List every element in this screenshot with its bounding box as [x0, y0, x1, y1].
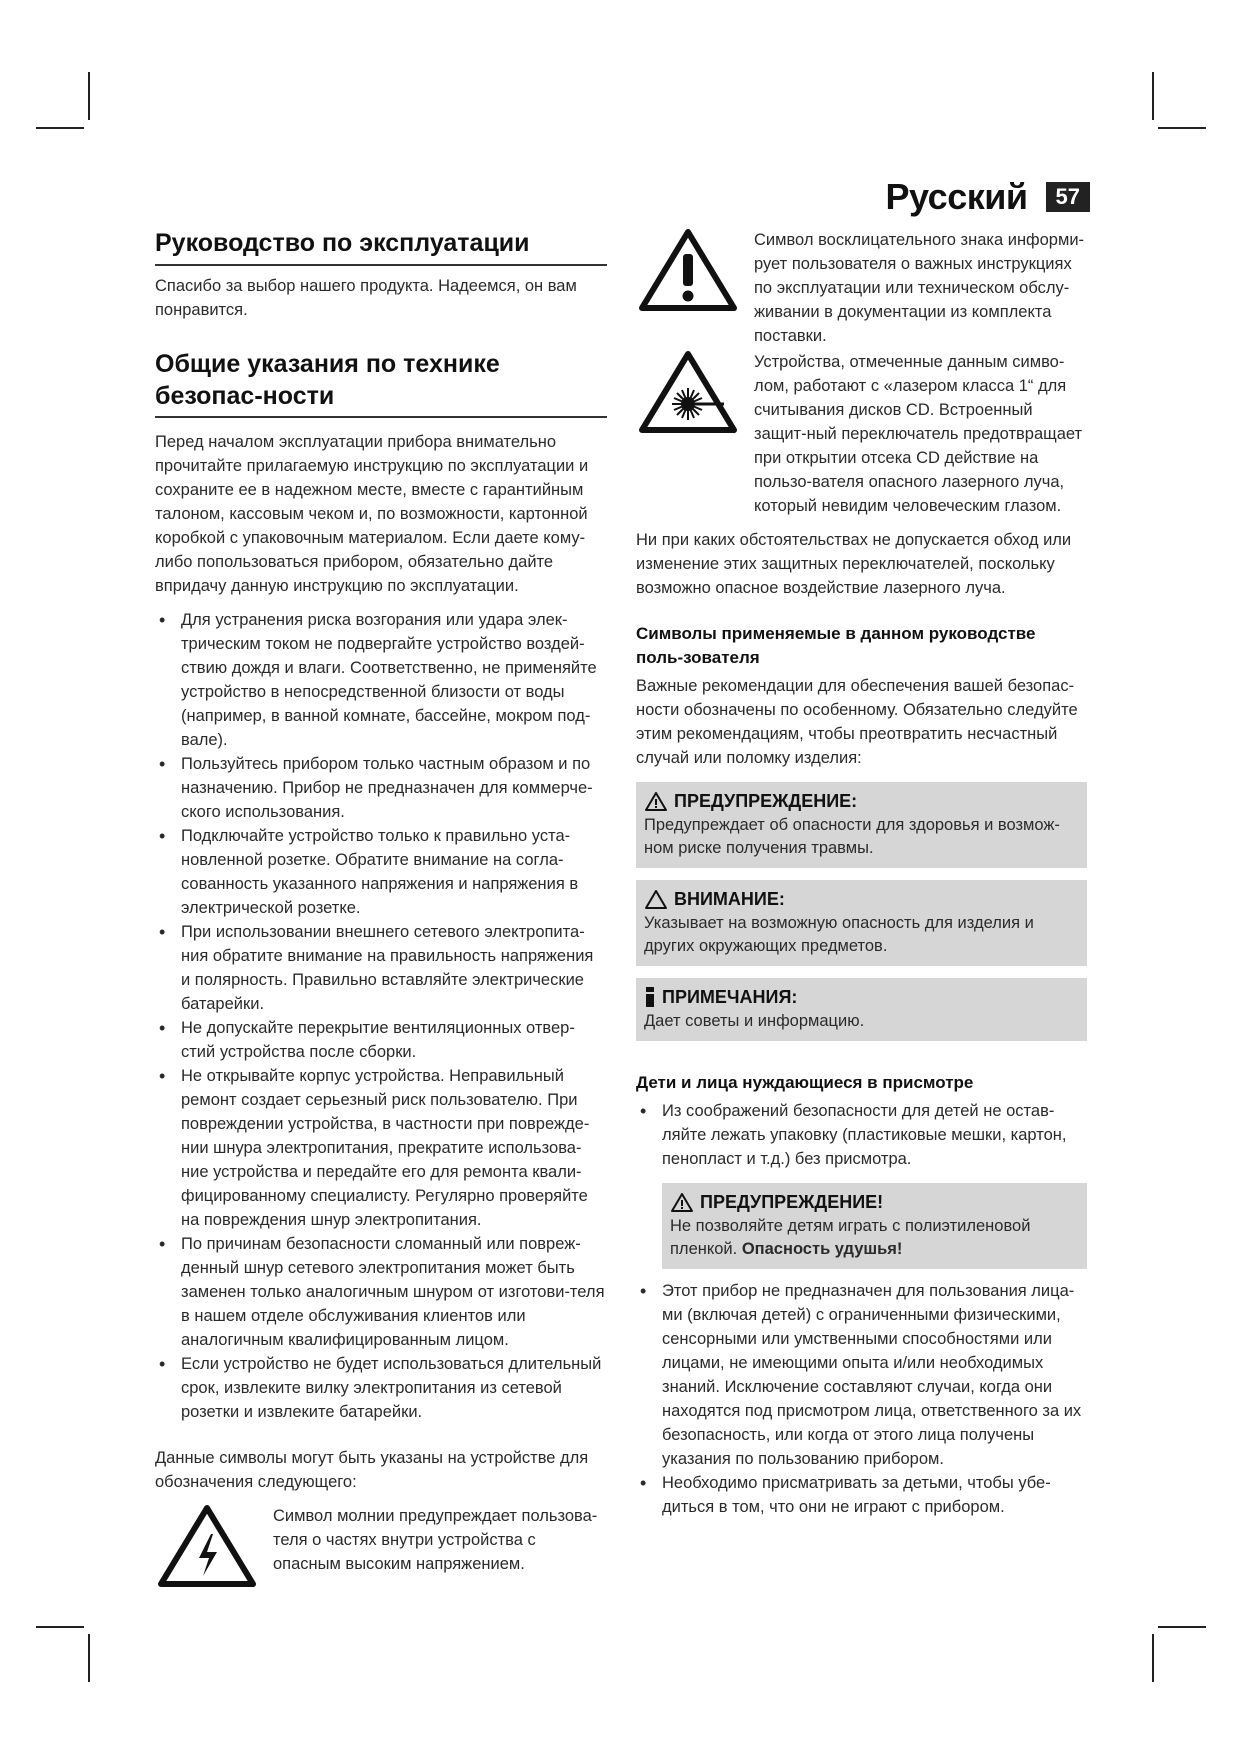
list-item: • По причинам безопасности сломанный или повреж-денный шнур сетевого электропитания может быть заменен только аналогичным шнуром от изготови-теля в нашем отделе обслуживания клиентов или аналогичным квалифицированным лицом.: [155, 1232, 607, 1352]
child-warning-bold: Опасность удушья!: [741, 1240, 903, 1258]
notes-text: Дает советы и информацию.: [644, 1012, 865, 1030]
crop-mark: [1152, 72, 1154, 120]
child-warning-text: Не позволяйте детям играть с полиэтиленовой пленкой.: [670, 1217, 1031, 1258]
warning-triangle-icon: [670, 1192, 694, 1213]
manual-title: Руководство по эксплуатации: [155, 228, 607, 266]
child-warning-box: [662, 1183, 1087, 1269]
laser-note: Ни при каких обстоятельствах не допускается обход или изменение этих защитных переключателей, поскольку возможно опасное воздействие лазерного луча.: [636, 531, 1072, 597]
list-item: • Из соображений безопасности для детей не остав-ляйте лежать упаковку (пластиковые мешки, картон, пенопласт и т.д.) без присмотра.: [636, 1099, 1087, 1171]
warning-title: ПРЕДУПРЕЖДЕНИЕ:: [674, 791, 858, 811]
left-column: [155, 228, 607, 1600]
crop-mark: [1152, 1634, 1154, 1682]
laser-warning-icon: [636, 350, 740, 446]
list-item: • Для устранения риска возгорания или удара элек-трическим током не подвергайте устройство воздей-ствию дождя и влаги. Соответственно, не применяйте устройство в непосредственной близости от воды (например, в ванной комнате, бассейне, мокром под-вале).: [155, 608, 607, 752]
caution-box: [636, 880, 1087, 966]
lightning-warning-icon: [155, 1504, 259, 1600]
list-item: • При использовании внешнего сетевого электропита-ния обратите внимание на правильность напряжения и полярность. Правильно вставляйте электрические батарейки.: [155, 920, 607, 1016]
language-title: Русский: [885, 176, 1028, 217]
exclamation-text: Символ восклицательного знака информи-рует пользователя о важных инструкциях по эксплуатации или техническом обслу-живании в документации из комплекта поставки.: [754, 231, 1085, 345]
children-list-2: [636, 1279, 1087, 1519]
info-icon: [644, 986, 656, 1008]
lightning-symbol-row: [155, 1504, 607, 1600]
notes-title: ПРИМЕЧАНИЯ:: [662, 987, 798, 1007]
exclamation-symbol-row: [636, 228, 1087, 348]
exclamation-warning-icon: [636, 228, 740, 324]
caution-title: ВНИМАНИЕ:: [674, 889, 785, 909]
crop-mark: [36, 127, 84, 129]
symbols-title: Символы применяемые в данном руководстве поль-зователя: [636, 624, 1036, 667]
child-warning-body: [670, 1215, 1079, 1261]
crop-mark: [1158, 127, 1206, 129]
list-item: • Подключайте устройство только к правильно уста-новленной розетке. Обратите внимание на согла-сованность указанного напряжения и напряжения в электрической розетке.: [155, 824, 607, 920]
page-number: 57: [1046, 182, 1090, 212]
list-item: • Необходимо присматривать за детьми, чтобы убе-диться в том, что они не играют с прибором.: [636, 1471, 1087, 1519]
right-column: [636, 228, 1087, 1519]
caution-triangle-icon: [644, 889, 668, 910]
warning-box: [636, 782, 1087, 868]
crop-mark: [1158, 1626, 1206, 1628]
list-item: • Этот прибор не предназначен для пользования лица-ми (включая детей) с ограниченными физическими, сенсорными или умственными способностями или лицами, не имеющими опыта и/или необходимых знаний. Исключение составляют случаи, когда они находятся под присмотром лица, ответственного за их безопасность, или когда от этого лица получены указания по пользованию прибором.: [636, 1279, 1087, 1471]
list-item: • Не допускайте перекрытие вентиляционных отвер-стий устройства после сборки.: [155, 1016, 607, 1064]
safety-list: [155, 608, 607, 1424]
child-warning-title: ПРЕДУПРЕЖДЕНИЕ!: [700, 1192, 884, 1212]
lightning-text: Символ молнии предупреждает пользова-теля о частях внутри устройства с опасным высоким напряжением.: [273, 1507, 598, 1573]
warning-triangle-icon: [644, 791, 668, 812]
crop-mark: [88, 72, 90, 120]
warning-text: Предупреждает об опасности для здоровья и возмож-ном риске получения травмы.: [644, 816, 1060, 857]
list-item: • Если устройство не будет использоваться длительный срок, извлеките вилку электропитания из сетевой розетки и извлеките батарейки.: [155, 1352, 607, 1424]
notes-box: [636, 978, 1087, 1041]
crop-mark: [88, 1634, 90, 1682]
symbols-desc: Важные рекомендации для обеспечения вашей безопас-ности обозначены по особенному. Обязательно следуйте этим рекомендациям, чтобы преотвратить несчастный случай или поломку изделия:: [636, 677, 1078, 767]
children-title: Дети и лица нуждающиеся в присмотре: [636, 1073, 974, 1092]
crop-mark: [36, 1626, 84, 1628]
symbols-intro: Данные символы могут быть указаны на устройстве для обозначения следующего:: [155, 1449, 589, 1491]
laser-text: Устройства, отмеченные данным симво-лом, работают с «лазером класса 1“ для считывания дисков CD. Встроенный защит-ный переключатель предотвращает при открытии отсека CD действие на пользо-вателя опасного лазерного луча, который невидим человеческим глазом.: [754, 353, 1083, 515]
list-item: • Не открывайте корпус устройства. Неправильный ремонт создает серьезный риск пользователю. При повреждении устройства, в частности при поврежде-нии шнура электропитания, прекратите использова-ние устройства и передайте его для ремонта квали-фицированному специалисту. Регулярно проверяйте на повреждения шнур электропитания.: [155, 1064, 607, 1232]
thanks-text: Спасибо за выбор нашего продукта. Надеемся, он вам понравится.: [155, 277, 577, 319]
safety-intro: Перед началом эксплуатации прибора внимательно прочитайте прилагаемую инструкцию по эксплуатации и сохраните ее в надежном месте, вместе с гарантийным талоном, кассовым чеком и, по возможности, картонной коробкой с упаковочным материалом. Если даете кому-либо попользоваться прибором, обязательно дайте впридачу данную инструкцию по эксплуатации.: [155, 433, 589, 595]
page-header: [886, 176, 1090, 218]
list-item: • Пользуйтесь прибором только частным образом и по назначению. Прибор не предназначен для коммерче-ского использования.: [155, 752, 607, 824]
safety-title: Общие указания по технике безопас-ности: [155, 348, 607, 418]
laser-symbol-row: [636, 350, 1087, 518]
caution-text: Указывает на возможную опасность для изделия и других окружающих предметов.: [644, 914, 1034, 955]
children-list-1: [636, 1099, 1087, 1171]
